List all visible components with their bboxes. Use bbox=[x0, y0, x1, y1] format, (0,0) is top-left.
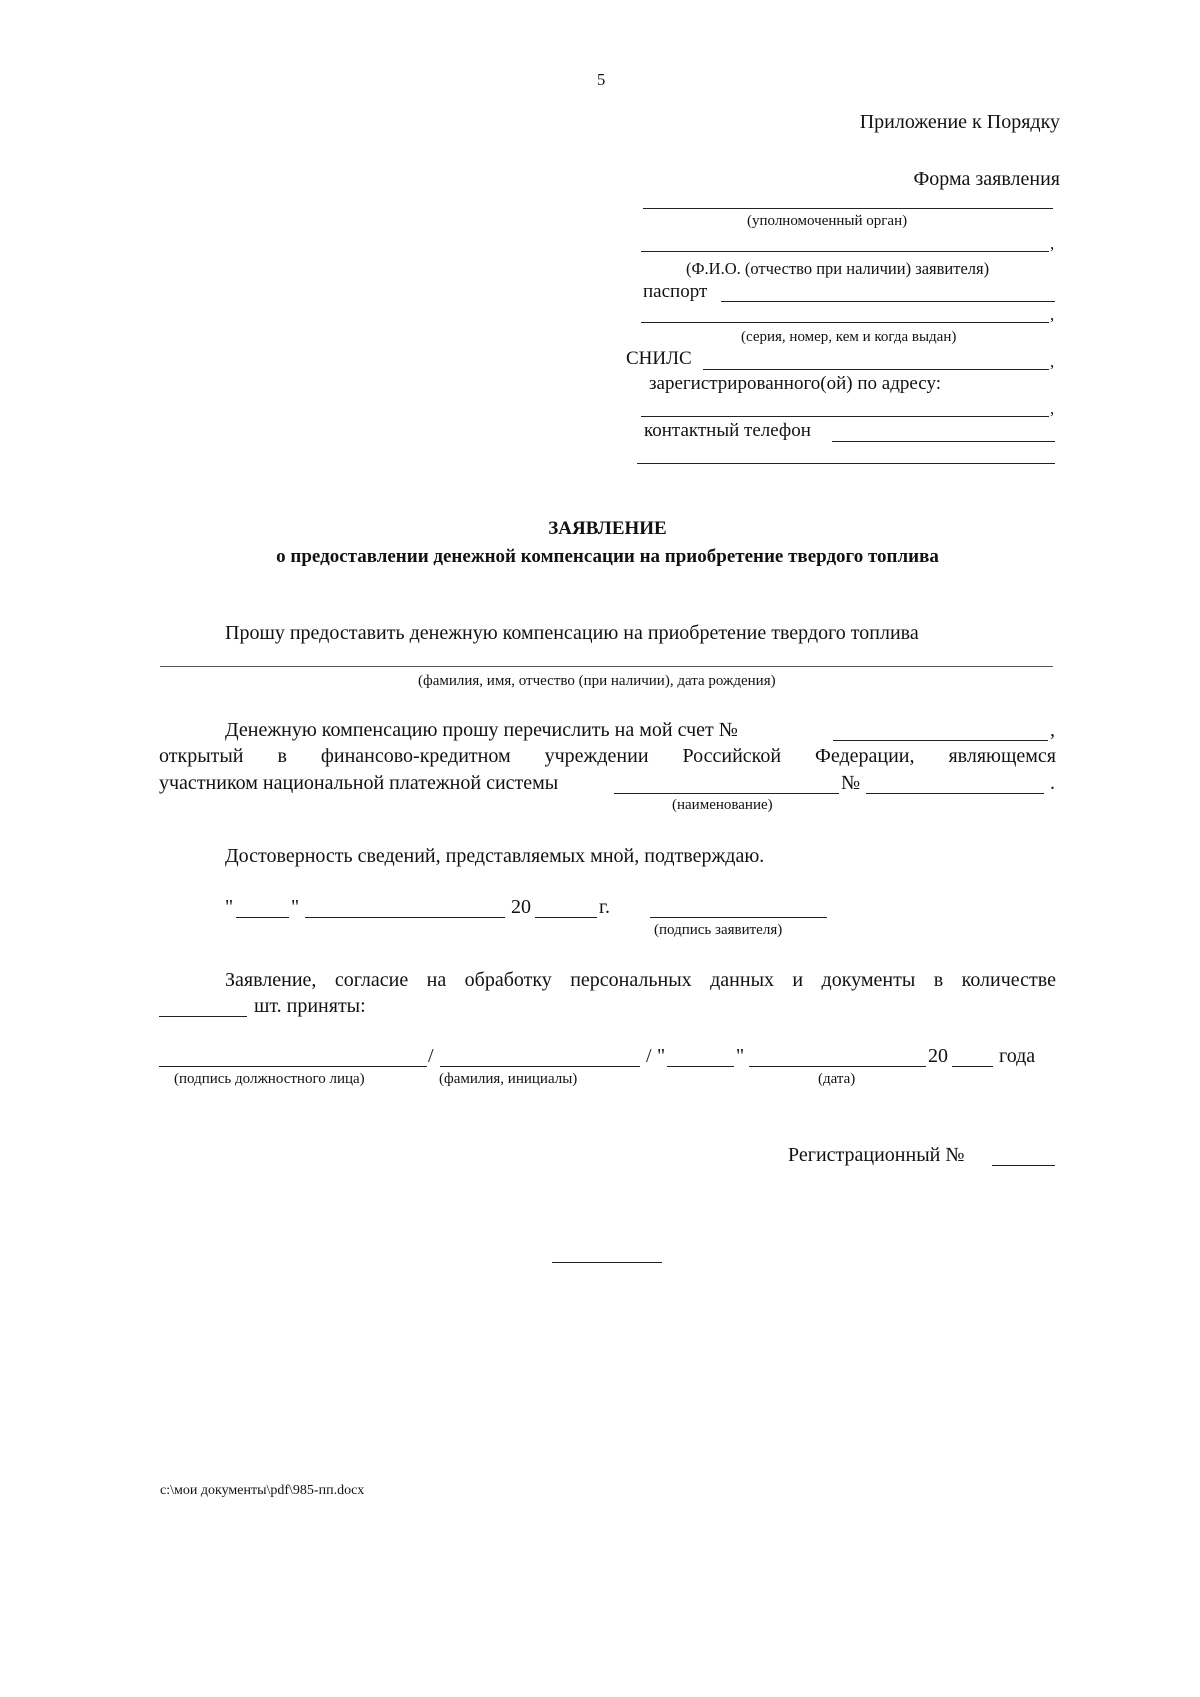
account-text-line2: открытый в финансово-кредитном учреждении Российской Федерации, являющемся bbox=[159, 745, 1056, 767]
comma: , bbox=[1050, 719, 1055, 741]
phone-label: контактный телефон bbox=[644, 420, 811, 441]
account-number-line[interactable] bbox=[833, 740, 1048, 741]
footer-file-path: c:\мои документы\pdf\985-пп.docx bbox=[160, 1483, 365, 1498]
official-signature-line[interactable] bbox=[159, 1066, 427, 1067]
snils-line[interactable] bbox=[703, 369, 1049, 370]
quote-open: " bbox=[657, 1045, 666, 1067]
document-title: ЗАЯВЛЕНИЕ bbox=[548, 518, 667, 539]
official-name-line[interactable] bbox=[440, 1066, 640, 1067]
document-subtitle: о предоставлении денежной компенсации на приобретение твердого топлива bbox=[276, 546, 939, 567]
date-caption: (дата) bbox=[818, 1071, 856, 1087]
fullname-caption: (фамилия, имя, отчество (при наличии), дата рождения) bbox=[418, 673, 776, 689]
accepted-text-line2: шт. приняты: bbox=[254, 995, 366, 1017]
accepted-text-line1: Заявление, согласие на обработку персональных данных и документы в количестве bbox=[225, 969, 1056, 991]
quote-close: " bbox=[736, 1045, 745, 1067]
payment-system-name-line[interactable] bbox=[614, 793, 839, 794]
accept-year-line[interactable] bbox=[952, 1066, 993, 1067]
applicant-name-caption: (Ф.И.О. (отчество при наличии) заявителя) bbox=[686, 259, 990, 278]
slash: / bbox=[428, 1045, 434, 1067]
comma: , bbox=[1050, 352, 1055, 371]
comma: , bbox=[1050, 234, 1055, 253]
applicant-name-line[interactable] bbox=[641, 251, 1049, 252]
request-text: Прошу предоставить денежную компенсацию на приобретение твердого топлива bbox=[225, 622, 919, 644]
accept-year-prefix: 20 bbox=[928, 1045, 948, 1067]
year-suffix: г. bbox=[599, 896, 610, 918]
closing-line bbox=[552, 1262, 662, 1263]
authority-line[interactable] bbox=[643, 208, 1053, 209]
registration-number-line[interactable] bbox=[992, 1165, 1055, 1166]
payment-system-number-line[interactable] bbox=[866, 793, 1044, 794]
fullname-line[interactable] bbox=[160, 666, 1053, 667]
official-name-caption: (фамилия, инициалы) bbox=[439, 1071, 578, 1087]
registered-label: зарегистрированного(ой) по адресу: bbox=[649, 373, 941, 394]
passport-details-line[interactable] bbox=[641, 322, 1049, 323]
page-number: 5 bbox=[597, 70, 606, 89]
period: . bbox=[1050, 772, 1055, 794]
address-line[interactable] bbox=[641, 416, 1049, 417]
appendix-label: Приложение к Порядку bbox=[859, 111, 1060, 133]
month-line[interactable] bbox=[305, 917, 505, 918]
accept-month-line[interactable] bbox=[749, 1066, 926, 1067]
year-prefix: 20 bbox=[511, 896, 531, 918]
registration-label: Регистрационный № bbox=[788, 1144, 965, 1166]
confirmation-text: Достоверность сведений, представляемых мной, подтверждаю. bbox=[225, 845, 765, 867]
phone-line[interactable] bbox=[832, 441, 1055, 442]
slash: / bbox=[646, 1045, 652, 1067]
comma: , bbox=[1050, 399, 1055, 418]
account-text-line1: Денежную компенсацию прошу перечислить на мой счет № bbox=[225, 719, 738, 741]
applicant-signature-line[interactable] bbox=[650, 917, 827, 918]
quote-open: " bbox=[225, 896, 234, 918]
quote-close: " bbox=[291, 896, 300, 918]
accept-day-line[interactable] bbox=[667, 1066, 734, 1067]
official-signature-caption: (подпись должностного лица) bbox=[174, 1071, 365, 1087]
number-sign: № bbox=[841, 772, 861, 794]
year-line[interactable] bbox=[535, 917, 597, 918]
documents-count-line[interactable] bbox=[159, 1016, 247, 1017]
comma: , bbox=[1050, 305, 1055, 324]
passport-label: паспорт bbox=[643, 281, 708, 302]
day-line[interactable] bbox=[236, 917, 289, 918]
extra-line[interactable] bbox=[637, 463, 1055, 464]
signature-caption: (подпись заявителя) bbox=[654, 922, 783, 938]
payment-system-caption: (наименование) bbox=[672, 797, 773, 813]
form-title: Форма заявления bbox=[913, 168, 1060, 190]
account-text-line3: участником национальной платежной системы bbox=[159, 772, 559, 794]
passport-line[interactable] bbox=[721, 301, 1055, 302]
passport-caption: (серия, номер, кем и когда выдан) bbox=[741, 329, 957, 345]
year-word: года bbox=[999, 1045, 1036, 1067]
snils-label: СНИЛС bbox=[626, 348, 692, 369]
authority-caption: (уполномоченный орган) bbox=[747, 213, 908, 229]
